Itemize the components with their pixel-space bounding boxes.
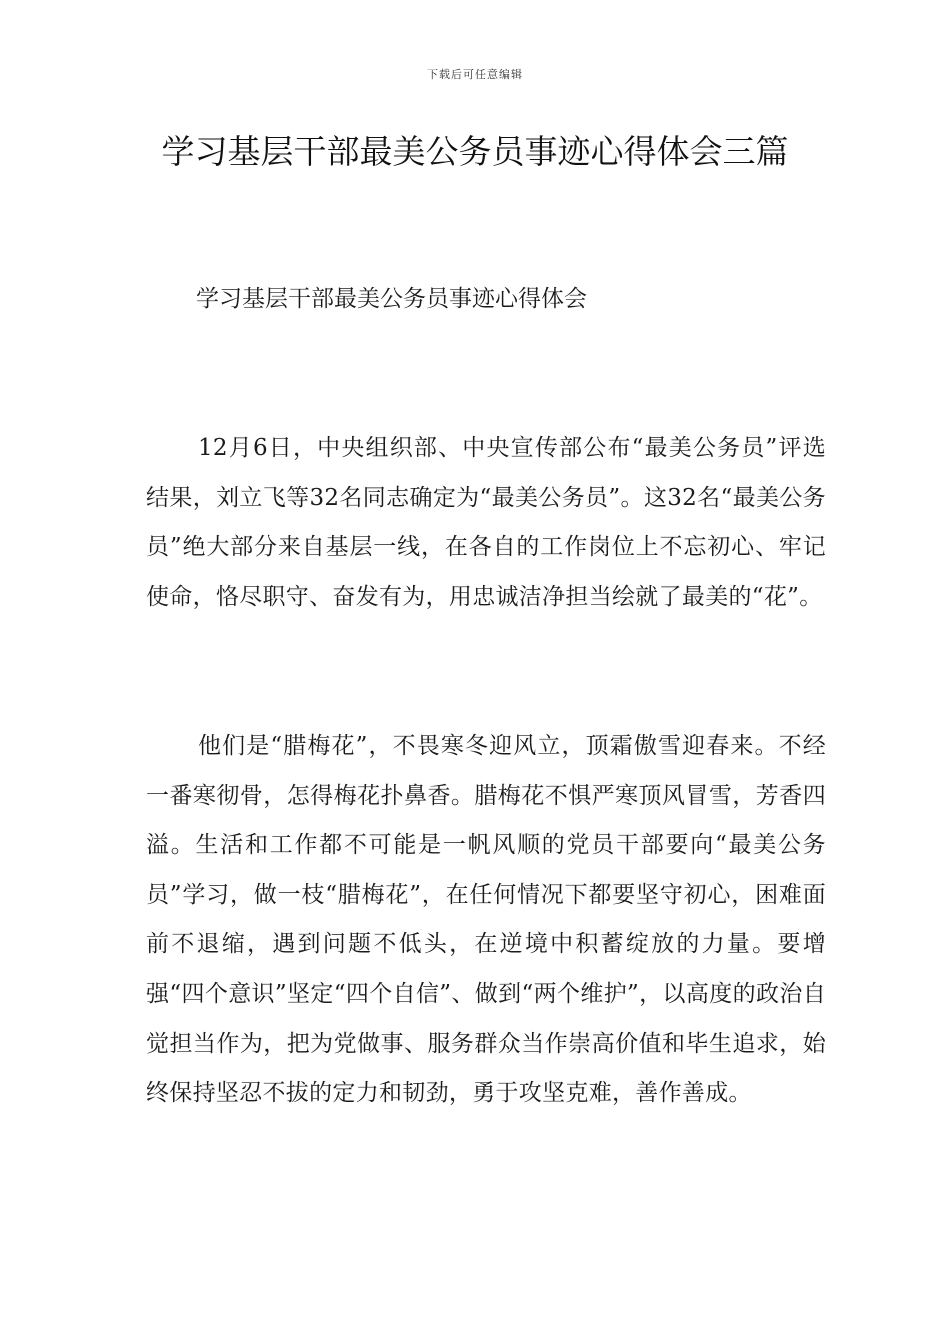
document-subtitle: 学习基层干部最美公务员事迹心得体会 <box>196 286 587 312</box>
body-paragraph-2: 他们是“腊梅花”，不畏寒冬迎风立，顶霜傲雪迎春来。不经一番寒彻骨，怎得梅花扑鼻香。腊梅花不惧严寒顶风冒雪，芳香四溢。生活和工作都不可能是一帆风顺的党员干部要向“最美公务员”学习，做一枝“腊梅花”，在任何情况下都要坚守初心，困难面前不退缩，遇到问题不低头，在逆境中积蓄绽放的力量。要增强“四个意识”坚定“四个自信”、做到“两个维护”，以高度的政治自觉担当作为，把为党做事、服务群众当作崇高价值和毕生追求，始终保持坚忍不拔的定力和韧劲，勇于攻坚克难，善作善成。 <box>146 733 826 1107</box>
body-paragraph-1: 12月6日，中央组织部、中央宣传部公布“最美公务员”评选结果，刘立飞等32名同志确定为“最美公务员”。这32名“最美公务员”绝大部分来自基层一线，在各自的工作岗位上不忘初心、牢记使命，恪尽职守、奋发有为，用忠诚洁净担当绘就了最美的“花”。 <box>146 435 826 610</box>
header-note: 下载后可任意编辑 <box>427 68 523 81</box>
document-title: 学习基层干部最美公务员事迹心得体会三篇 <box>161 132 789 171</box>
